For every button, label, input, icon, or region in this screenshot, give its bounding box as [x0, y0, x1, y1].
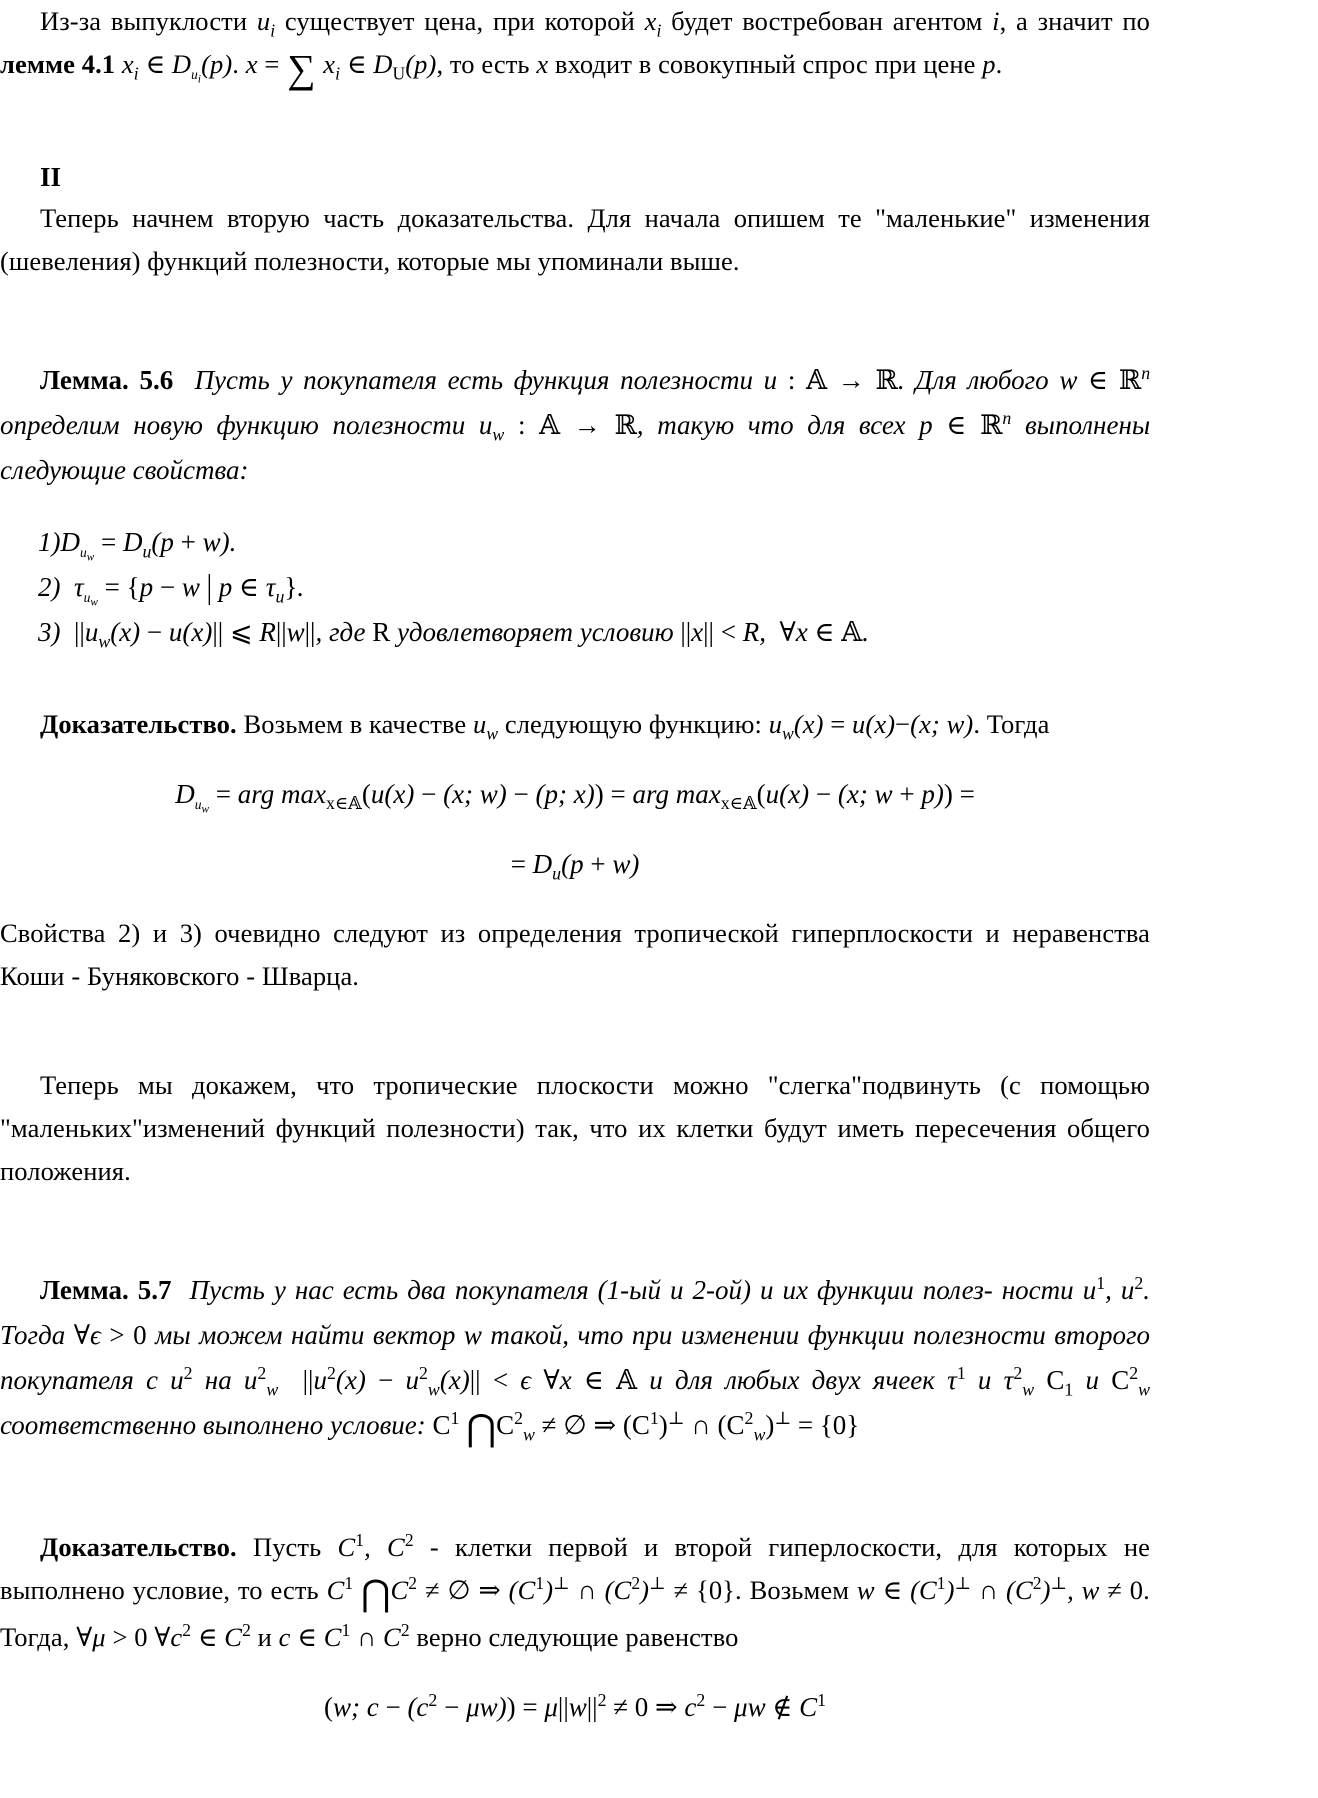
lemma-5-7-text-d: мы можем найти вектор: [155, 1319, 456, 1350]
lemma-5-7-text-a: Пусть у нас есть два покупателя (1-ый и 2-ой) и их функции полез-: [189, 1274, 993, 1305]
spacer: [0, 998, 1150, 1064]
lemma-5-7-text-e: такой, что при изменении функции полезности второго покупателя с: [0, 1319, 1151, 1395]
math-uw: $u_w$: [472, 708, 499, 744]
spacer: [0, 1659, 1150, 1685]
proof-5-6-heading: Доказательство.: [40, 708, 237, 739]
proof-5-6-text-c: Тогда: [986, 708, 1050, 739]
proof-5-7-text-e: верно следующие равенство: [416, 1621, 739, 1652]
proof-5-7-text-c: Возьмем: [749, 1575, 850, 1606]
math-forall-mu: ∀μ > 0 $\forall c^2$ ∈ $C^2$: [76, 1619, 251, 1652]
math-C1-C2: $C^1$, $C^2$: [337, 1530, 414, 1563]
math-x: x: [536, 49, 549, 79]
math-C2w: $C^2_w$: [1111, 1362, 1151, 1400]
math-u-i: $u_i$: [256, 6, 276, 41]
proof-5-7-heading: Доказательство.: [40, 1532, 237, 1563]
spacer: [0, 91, 1150, 157]
proof-5-6: Доказательство. Возьмем в качестве $u_w$ следующую функцию: $u_w(x) = u(x)-(x$; w). Тогда: [40, 708, 1050, 744]
proof-5-6-text-b: следующую функцию:: [504, 708, 762, 739]
intro-lemma-ref: лемме 4.1: [0, 49, 116, 79]
math-w-in-perp: w ∈ $(C^1)^\perp$ ∩ $(C^2)^\perp$,: [856, 1573, 1074, 1606]
math-norm-u2-u2w: $||u^2(x) - u^2_w(x)|| < \epsilon$ ∀x ∈ 𝔸: [302, 1362, 638, 1400]
equation-D-u-p-plus-w: = $D_u(p + w)$: [510, 848, 640, 884]
proof-5-7-text-d: Тогда,: [0, 1621, 70, 1652]
lemma-5-7-text-c: Тогда: [0, 1319, 66, 1350]
math-p: p: [982, 49, 996, 79]
lemma-5-6-text-e: выполнены следующие свойства:: [0, 409, 1151, 485]
spacer: [0, 283, 1150, 331]
spacer: [0, 746, 1150, 772]
math-tau2w: $\tau^2_w$: [1003, 1362, 1035, 1400]
spacer: [0, 886, 1150, 912]
lemma-5-6: Лемма. 5.6 Пусть у покупателя есть функция полезности u : 𝔸 → ℝ. Для любого w ∈ ℝ$^n$ определим новую функцию полезности $u_w$ : 𝔸 → ℝ, такую что для всех p ∈ ℝ$^n$ выполнены следующие свойства:: [0, 362, 1151, 485]
math-w-in-Rn: w ∈ ℝ$^n$: [1059, 362, 1151, 396]
lemma-5-7: Лемма. 5.7 Пусть у нас есть два покупателя (1-ый и 2-ой) и их функции полез- ности $u^1$, $u^2$. Тогда ∀ϵ > 0 мы можем найти вектор w такой, что при изменении функции полезности второго покупателя с $u^2$ на $u^2_w$ $||u^2(x) - u^2_w(x)|| < \epsilon$ ∀x ∈ 𝔸 и для любых двух ячеек $\tau^1$ и $\tau^2_w$ $C_1$ и $C^2_w$ соответственно выполнено условие: $C^1$ $⋂C^2_w$ ≠ ∅ ⇒ $(C^1)^\perp$ ∩ $(C^2_w)^\perp = \{0\}$: [0, 1272, 1151, 1449]
math-x-i: $x_i$: [644, 6, 662, 41]
intro-text-6: входит в совокупный спрос при цене: [554, 49, 976, 79]
math-xi-in-dui: $x_i$ ∈ $D_{u_i}(p)$: [121, 49, 233, 86]
math-C1: $C_1$: [1046, 1364, 1074, 1400]
math-forall-eps: ∀ϵ > 0: [73, 1319, 147, 1350]
spacer: [0, 816, 1150, 842]
lemma-5-6-text-d: такую что для всех: [657, 409, 906, 440]
math-w: w: [463, 1319, 482, 1350]
math-condition-perp: $(C^1)^\perp$ ∩ $(C^2_w)^\perp = \{0\}$: [622, 1407, 860, 1445]
math-w-neq-0: w ≠ 0: [1081, 1575, 1144, 1606]
paragraph-intro: Из-за выпуклости $u_i$ существует цена, при которой $x_i$ будет востребован агентом i, а значит по лемме 4.1 $x_i$ ∈ $D_{u_i}(p)$. x = ∑ $x_i$ ∈ $D_U(p)$, то есть x входит в совокупный спрос при цене p.: [0, 6, 1150, 91]
equation-D-uw-argmax: $D_{u_w}$ = arg $\max_{x\in 𝔸}(u(x) - (x$; w) − (p; x)) = arg $\max_{x\in 𝔸}(u(x) - (x$; w + p)) =: [175, 778, 975, 816]
math-u-map: u : 𝔸 → ℝ: [763, 364, 898, 396]
lemma-5-6-text-b: Для любого: [915, 364, 1049, 395]
lemma-5-7-text-f: на: [204, 1364, 232, 1395]
section-heading-II: II: [40, 161, 62, 192]
proof-5-7-text-a: Пусть: [252, 1532, 322, 1563]
intro-text-5: то есть: [449, 49, 530, 79]
math-p-in-Rn: p ∈ ℝ$^n$: [919, 407, 1012, 441]
spacer: [0, 1478, 1150, 1526]
math-u2: $u^2$: [170, 1362, 193, 1395]
lemma-5-6-item-1: $1)D_{u_w} = D_u(p + w)$.: [38, 526, 237, 564]
lemma-5-7-heading: Лемма. 5.7: [40, 1274, 172, 1305]
paragraph-transition: Теперь мы докажем, что тропические плоскости можно "слегка"подвинуть (с помощью "маленьких"изменений функций полезности) так, что их клетки будут иметь пересечения общего положения.: [0, 1069, 1150, 1186]
lemma-5-6-heading: Лемма. 5.6: [40, 364, 174, 395]
math-u1-u2: $u^1$, $u^2$: [1082, 1272, 1144, 1305]
lemma-5-6-item-2: 2) $\tau_{u_w} = \{p - w$ | p ∈ $\tau_u$}.: [38, 567, 305, 609]
math-tau1-tau2w: $\tau^1$: [947, 1362, 966, 1395]
math-u2w: $u^2_w$: [243, 1362, 279, 1400]
math-x-sum: x = ∑ $x_i$ ∈ $D_U(p)$: [245, 46, 437, 91]
intro-text-3: будет востребован агентом: [671, 6, 983, 36]
intro-text-1: Из-за выпуклости: [40, 6, 248, 36]
math-condition-intersect: $C^1$ $⋂C^2_w$ ≠ ∅ ⇒: [432, 1407, 617, 1449]
intro-text-2: существует цена, при которой: [284, 6, 635, 36]
spacer: [0, 655, 1150, 703]
math-c-in-C1-cap-C2: c ∈ $C^1$ ∩ $C^2$: [278, 1619, 410, 1652]
lemma-5-7-text-h: соответственно выполнено условие:: [0, 1409, 426, 1440]
lemma-5-6-text-c: определим новую функцию полезности: [0, 409, 466, 440]
lemma-5-7-text-b: ности: [1001, 1274, 1074, 1305]
lemma-5-6-text-a: Пусть у покупателя есть функция полезности: [194, 364, 753, 395]
paragraph-properties-follow: Свойства 2) и 3) очевидно следуют из определения тропической гиперплоскости и неравенства Коши - Буняковского - Шварца.: [0, 917, 1150, 991]
math-i: i: [992, 6, 1000, 36]
math-uw-map: $u_w$ : 𝔸 → ℝ: [478, 409, 637, 445]
equation-final: (w; $c - (c^2 - \mu w)) = \mu||w||^2 \ne 0$ ⇒ $c^2 - \mu w$ ∉ $C^1$: [323, 1689, 827, 1722]
proof-5-7-text-b: - клетки первой и второй гиперлоскости, для которых не выполнено условие, то есть: [0, 1532, 1150, 1606]
proof-5-6-text-a: Возьмем в качестве: [243, 708, 467, 739]
paragraph-part-two: Теперь начнем вторую часть доказательства. Для начала опишем те "маленькие" изменения (шевеления) функций полезности, которые мы упоминали выше.: [0, 202, 1150, 276]
math-uw-def: $u_w(x) = u(x)-(x$; w): [768, 708, 974, 744]
lemma-5-7-text-g: и для любых двух ячеек: [649, 1364, 935, 1395]
intro-text-4: а значит по: [1016, 6, 1150, 36]
proof-5-7: Доказательство. Пусть $C^1$, $C^2$ - клетки первой и второй гиперлоскости, для которых не выполнено условие, то есть $C^1$ $⋂C^2$ ≠ ∅ ⇒ $(C^1)^\perp$ ∩ $(C^2)^\perp \ne \{0\}$. Возьмем w ∈ $(C^1)^\perp$ ∩ $(C^2)^\perp$, w ≠ 0. Тогда, ∀μ > 0 $\forall c^2$ ∈ $C^2$ и c ∈ $C^1$ ∩ $C^2$ верно следующие равенство: [0, 1530, 1150, 1652]
lemma-5-6-item-3: 3) $||u_w(x) - u(x)||$ ⩽ R||w||, где R удовлетворяет условию ||x|| < R, ∀x ∈ 𝔸.: [38, 616, 869, 652]
spacer: [0, 1193, 1150, 1241]
math-C1-cap-C2-neq: $C^1$ $⋂C^2$ ≠ ∅ ⇒ $(C^1)^\perp$ ∩ $(C^2)^\perp \ne \{0\}$: [326, 1573, 735, 1614]
